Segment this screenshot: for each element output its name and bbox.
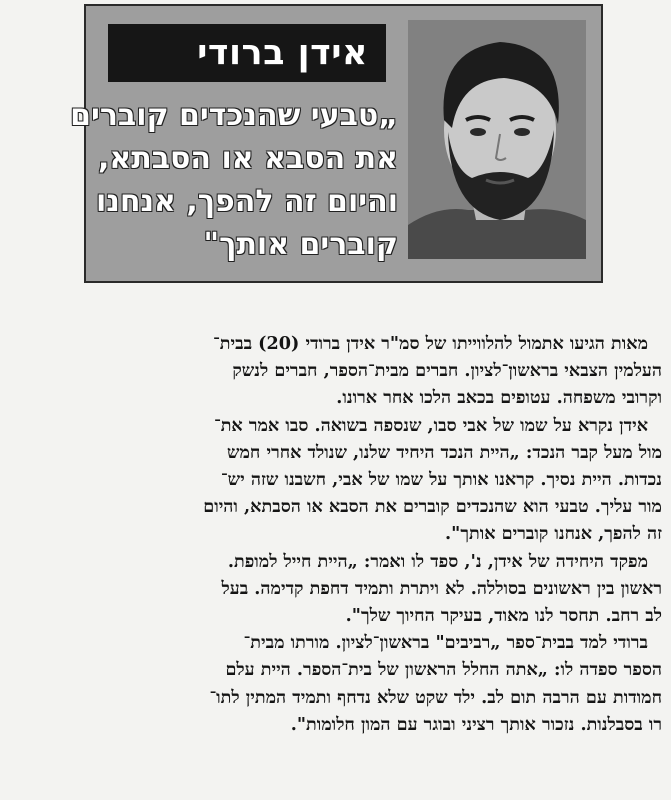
article-line: חמודות עם הרבה תום לב. ילד שקט שלא נדחף ותמיד המתין לתו־ — [209, 686, 662, 708]
article-line: לב רחב. תחסר לנו מאוד, בעיקר החיוך שלך". — [345, 605, 662, 627]
quote-line: „טבעי שהנכדים קוברים — [70, 98, 398, 133]
article-body — [10, 330, 662, 738]
article-line: הספר ספדה לו: „אתה החלל הראשון של בית־הספר. היית עלם — [225, 659, 662, 681]
quote-line: קוברים אותך" — [203, 227, 398, 262]
portrait-illustration — [408, 20, 586, 259]
article-line: וקרובי משפחה. עטופים בכאב הלכו אחר ארונו. — [336, 387, 662, 409]
article-line: העלמין הצבאי בראשון־לציון. חברים מבית־הספר, חברים לנשק — [232, 360, 662, 382]
quote-line: והיום זה להפך, אנחנו — [95, 184, 398, 219]
article-line: מור עליך. טבעי הוא שהנכדים קוברים את הסבא או הסבתא, והיום — [203, 496, 662, 518]
article-line: רו בסבלנות. נזכור אותך רציני ובוגר עם המון חלומות". — [290, 713, 662, 735]
person-name-banner: אידן ברודי — [108, 24, 386, 82]
pull-quote — [70, 94, 398, 269]
article-line: זה להפך, אנחנו קוברים אותך". — [445, 523, 662, 545]
article-line: ברודי למד בבית־ספר „רביבים" בראשון־לציון. מורתו מבית־ — [243, 632, 648, 654]
portrait-photo — [408, 20, 586, 259]
quote-line: את הסבא או הסבתא, — [98, 141, 398, 176]
article-line: מפקד היחידה של אידן, נ', ספד לו ואמר: „היית חייל למופת. — [227, 550, 648, 572]
article-line: ראשון בין ראשונים בסוללה. לא ויתרת ותמיד דחפת קדימה. בעל — [221, 577, 662, 599]
article-line: מול מעל קבר הנכד: „היית הנכד היחיד שלנו, שנולד אחרי חמש — [227, 441, 662, 463]
article-line: נכדות. היית נסיך. קראנו אותך על שמו של אבי, חשבנו שזה יש־ — [220, 469, 662, 491]
article-line: מאות הגיעו אתמול להלווייתו של סמ"ר אידן ברודי (20) בבית־ — [213, 333, 648, 354]
article-line: אידן נקרא על שמו של אבי סבו, שנספה בשואה. סבו אמר את־ — [213, 414, 648, 436]
